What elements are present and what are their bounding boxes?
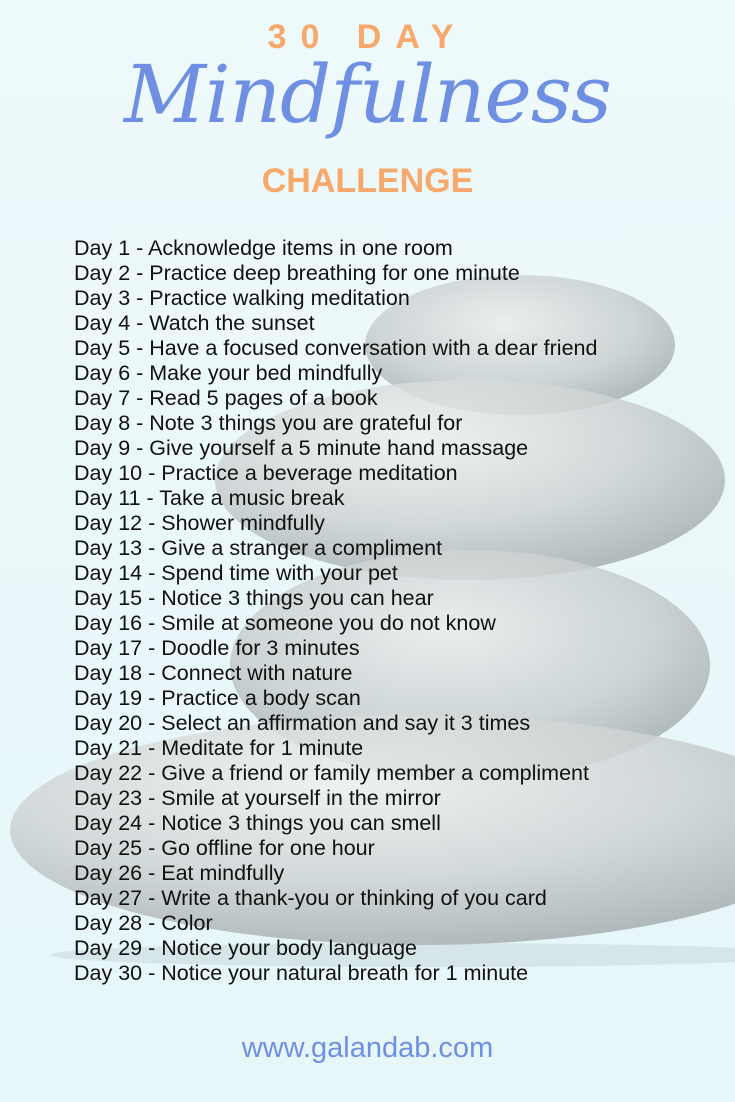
list-item-day-12: Day 12 - Shower mindfully [74, 511, 325, 535]
list-item-day-16: Day 16 - Smile at someone you do not know [74, 611, 496, 635]
challenge-day-list [74, 236, 597, 986]
footer-website-link[interactable]: www.galandab.com [241, 1032, 494, 1064]
list-item-day-26: Day 26 - Eat mindfully [74, 861, 285, 885]
list-item-day-19: Day 19 - Practice a body scan [74, 686, 361, 710]
list-item-day-24: Day 24 - Notice 3 things you can smell [74, 811, 441, 835]
list-item-day-5: Day 5 - Have a focused conversation with a dear friend [74, 336, 598, 360]
list-item-day-21: Day 21 - Meditate for 1 minute [74, 736, 364, 760]
list-item-day-13: Day 13 - Give a stranger a compliment [74, 536, 443, 560]
list-item-day-7: Day 7 - Read 5 pages of a book [74, 386, 378, 410]
list-item-day-11: Day 11 - Take a music break [74, 486, 345, 510]
list-item-day-28: Day 28 - Color [74, 911, 213, 935]
header-mindfulness-title: Mindfulness [124, 48, 611, 141]
list-item-day-15: Day 15 - Notice 3 things you can hear [74, 586, 434, 610]
list-item-day-30: Day 30 - Notice your natural breath for 1 minute [74, 961, 529, 985]
list-item-day-27: Day 27 - Write a thank-you or thinking of you card [74, 886, 547, 910]
header-30-day: 30 DAY [267, 18, 468, 56]
list-item-day-20: Day 20 - Select an affirmation and say it 3 times [74, 711, 531, 735]
list-item-day-17: Day 17 - Doodle for 3 minutes [74, 636, 360, 660]
list-item-day-8: Day 8 - Note 3 things you are grateful for [74, 411, 463, 435]
list-item-day-6: Day 6 - Make your bed mindfully [74, 361, 383, 385]
list-item-day-3: Day 3 - Practice walking meditation [74, 286, 410, 310]
list-item-day-9: Day 9 - Give yourself a 5 minute hand massage [74, 436, 529, 460]
list-item-day-10: Day 10 - Practice a beverage meditation [74, 461, 458, 485]
list-item-day-25: Day 25 - Go offline for one hour [74, 836, 375, 860]
list-item-day-4: Day 4 - Watch the sunset [74, 311, 315, 335]
list-item-day-22: Day 22 - Give a friend or family member a compliment [74, 761, 589, 785]
list-item-day-23: Day 23 - Smile at yourself in the mirror [74, 786, 441, 810]
list-item-day-29: Day 29 - Notice your body language [74, 936, 418, 960]
list-item-day-14: Day 14 - Spend time with your pet [74, 561, 398, 585]
header-challenge: CHALLENGE [261, 162, 474, 200]
list-item-day-2: Day 2 - Practice deep breathing for one minute [74, 261, 520, 285]
list-item-day-18: Day 18 - Connect with nature [74, 661, 353, 685]
list-item-day-1: Day 1 - Acknowledge items in one room [74, 236, 453, 260]
